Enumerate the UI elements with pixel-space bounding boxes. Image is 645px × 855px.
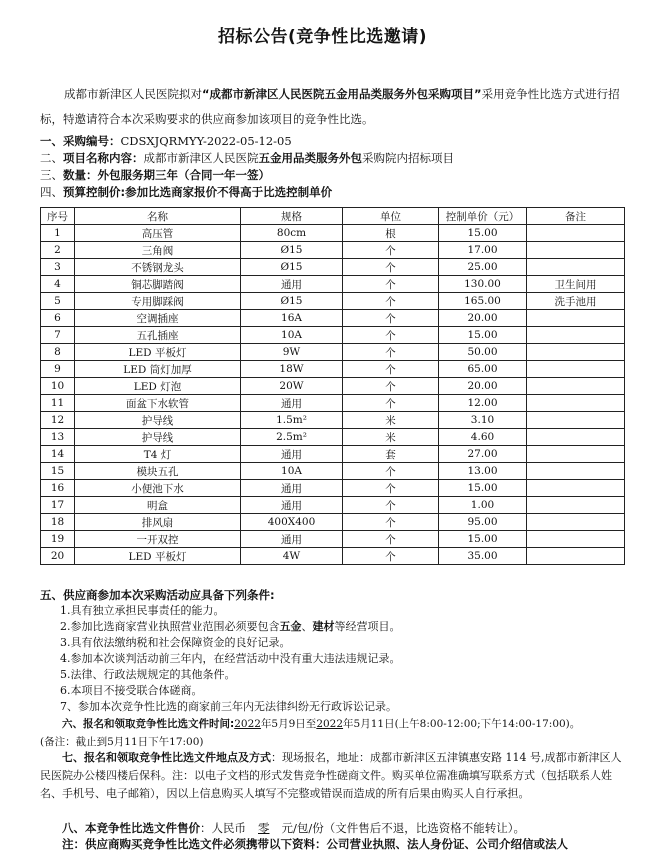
cell-price: 35.00 [439, 548, 527, 565]
section-budget [40, 184, 630, 200]
cell-unit: 个 [343, 497, 439, 514]
table-row [41, 310, 625, 327]
project-name-part-a: 成都市新津区人民医院 [143, 151, 259, 165]
cell-price: 130.00 [439, 276, 527, 293]
cell-spec: 10A [241, 463, 343, 480]
project-name-part-c: 采购院内招标项目 [362, 151, 454, 165]
table-row [41, 514, 625, 531]
section-label: 项目名称内容： [63, 151, 144, 165]
price-label: 八、本竞争性比选文件售价 [62, 821, 200, 835]
cell-unit: 个 [343, 480, 439, 497]
cell-price: 20.00 [439, 310, 527, 327]
cell-name: 五孔插座 [75, 327, 241, 344]
signup-end-year: 2022 [316, 718, 344, 730]
header-name: 名称 [75, 208, 241, 225]
cell-name: 小便池下水 [75, 480, 241, 497]
table-row [41, 259, 625, 276]
cell-price: 15.00 [439, 327, 527, 344]
cell-remark [527, 531, 625, 548]
cell-unit: 个 [343, 327, 439, 344]
project-name-part-b: 五金用品类服务外包 [258, 151, 362, 165]
price-prefix: ：人民币 [200, 821, 246, 835]
cell-remark [527, 463, 625, 480]
cell-price: 1.00 [439, 497, 527, 514]
cell-spec: 1.5m² [241, 412, 343, 429]
cell-price: 20.00 [439, 378, 527, 395]
cell-name: 铜芯脚踏阀 [75, 276, 241, 293]
header-unit: 单位 [343, 208, 439, 225]
cell-remark [527, 548, 625, 565]
cell-unit: 个 [343, 276, 439, 293]
cell-name: 明盒 [75, 497, 241, 514]
cell-price: 65.00 [439, 361, 527, 378]
intro-before: 成都市新津区人民医院拟对 [64, 87, 202, 101]
header-price: 控制单价（元） [439, 208, 527, 225]
cell-index: 3 [41, 259, 75, 276]
cell-index: 6 [41, 310, 75, 327]
cell-index: 13 [41, 429, 75, 446]
signup-start-year: 2022 [234, 718, 261, 730]
cell-unit: 米 [343, 429, 439, 446]
cell-price: 17.00 [439, 242, 527, 259]
cell-spec: 通用 [241, 480, 343, 497]
cell-remark [527, 514, 625, 531]
price-note [62, 836, 645, 852]
cell-price: 12.00 [439, 395, 527, 412]
cell-name: LED 平板灯 [75, 548, 241, 565]
table-row [41, 497, 625, 514]
condition-item: 5.法律、行政法规规定的其他条件。 [60, 668, 236, 681]
condition-item: 6.本项目不接受联合体磋商。 [60, 684, 203, 697]
cell-price: 15.00 [439, 225, 527, 242]
cell-remark [527, 225, 625, 242]
cell-name: 三角阀 [75, 242, 241, 259]
section-number: 四、 [40, 185, 63, 199]
table-row [41, 225, 625, 242]
cell-index: 9 [41, 361, 75, 378]
cell-price: 4.60 [439, 429, 527, 446]
cell-index: 10 [41, 378, 75, 395]
cell-index: 4 [41, 276, 75, 293]
cell-unit: 个 [343, 310, 439, 327]
cell-spec: Ø15 [241, 242, 343, 259]
cell-name: 护导线 [75, 412, 241, 429]
price-note-text: 注：供应商购买竞争性比选文件必须携带以下资料：公司营业执照、法人身份证、公司介绍信或法人 [62, 837, 568, 851]
cell-index: 17 [41, 497, 75, 514]
cell-remark [527, 327, 625, 344]
table-row [41, 548, 625, 565]
cell-remark [527, 344, 625, 361]
signup-note: (备注：截止到5月11日下午17:00) [40, 736, 204, 748]
cell-spec: 通用 [241, 531, 343, 548]
section-purchase-number [40, 133, 630, 149]
cell-price: 25.00 [439, 259, 527, 276]
cell-index: 7 [41, 327, 75, 344]
table-row [41, 480, 625, 497]
cell-spec: 80cm [241, 225, 343, 242]
cell-remark [527, 361, 625, 378]
cell-price: 3.10 [439, 412, 527, 429]
table-row [41, 293, 625, 310]
cell-name: LED 筒灯加厚 [75, 361, 241, 378]
cell-unit: 个 [343, 548, 439, 565]
signup-time-label: 六、报名和领取竞争性比选文件时间: [62, 718, 235, 730]
cell-price: 27.00 [439, 446, 527, 463]
section-quantity [40, 167, 630, 183]
intro-project-name: “成都市新津区人民医院五金用品类服务外包采购项目” [202, 87, 482, 101]
cell-name: LED 灯泡 [75, 378, 241, 395]
price-suffix: 元/包/份（文件售后不退，比选资格不能转让）。 [281, 821, 525, 835]
cell-spec: 通用 [241, 497, 343, 514]
cell-name: 护导线 [75, 429, 241, 446]
table-row [41, 344, 625, 361]
condition-item: 4.参加本次谈判活动前三年内，在经营活动中没有重大违法违规记录。 [60, 652, 401, 665]
cell-unit: 个 [343, 463, 439, 480]
section-number: 一、 [40, 134, 63, 148]
table-row [41, 446, 625, 463]
cell-remark [527, 259, 625, 276]
section-label: 预算控制价:参加比选商家报价不得高于比选控制单价 [63, 185, 333, 199]
cell-spec: 通用 [241, 395, 343, 412]
conditions-heading: 五、供应商参加本次采购活动应具备下列条件: [40, 588, 275, 602]
section-project-name [40, 150, 630, 166]
cell-unit: 个 [343, 531, 439, 548]
condition-item: 1.具有独立承担民事责任的能力。 [60, 604, 225, 617]
cell-index: 12 [41, 412, 75, 429]
cell-remark [527, 378, 625, 395]
cell-index: 8 [41, 344, 75, 361]
section-conditions-heading [40, 587, 630, 603]
cell-spec: Ø15 [241, 259, 343, 276]
cell-name: 专用脚踩阀 [75, 293, 241, 310]
page-title: 招标公告(竞争性比选邀请) [217, 27, 428, 47]
table-row [41, 412, 625, 429]
cell-name: 一开双控 [75, 531, 241, 548]
purchase-number-value: CDSXJQRMYY-2022-05-12-05 [120, 134, 292, 148]
cell-name: T4 灯 [75, 446, 241, 463]
cell-index: 16 [41, 480, 75, 497]
intro-after: 采用竞争性比选方式进行招标，特邀请符合本次采购要求的供应商参加该项目的竞争性比选。 [40, 87, 620, 126]
table-row [41, 276, 625, 293]
cell-name: 模块五孔 [75, 463, 241, 480]
cell-spec: 9W [241, 344, 343, 361]
cell-index: 15 [41, 463, 75, 480]
cell-unit: 套 [343, 446, 439, 463]
signup-location-text: ：现场报名，地址：成都市新津区五津镇惠安路 114 号,成都市新津区人民医院办公楼四楼后保科。注：以电子文档的形式发售竞争性磋商文件。购买单位需准确填写联系方式（包括联系人姓名、手机号、电子邮箱），因以上信息购买人填写不完整或错误而造成的所有后果由购买人自行承担。 [40, 751, 622, 800]
cell-spec: 通用 [241, 276, 343, 293]
table-row [41, 531, 625, 548]
cell-index: 5 [41, 293, 75, 310]
cell-spec: Ø15 [241, 293, 343, 310]
signup-location-label: 七、报名和领取竞争性比选文件地点及方式 [62, 751, 271, 764]
cell-spec: 通用 [241, 446, 343, 463]
table-row [41, 395, 625, 412]
section-price [62, 820, 645, 836]
condition-item: 7、参加本次竞争性比选的商家前三年内无法律纠纷无行政诉讼记录。 [60, 700, 397, 713]
table-row [41, 242, 625, 259]
signup-end: 年5月11日(上午8:00-12:00;下午14:00-17:00)。 [343, 718, 581, 730]
cell-name: 空调插座 [75, 310, 241, 327]
cell-remark [527, 446, 625, 463]
cell-name: 排风扇 [75, 514, 241, 531]
cell-price: 50.00 [439, 344, 527, 361]
cell-unit: 米 [343, 412, 439, 429]
cell-index: 14 [41, 446, 75, 463]
table-row [41, 327, 625, 344]
cell-index: 2 [41, 242, 75, 259]
cell-index: 1 [41, 225, 75, 242]
cell-name: 不锈钢龙头 [75, 259, 241, 276]
cell-unit: 个 [343, 344, 439, 361]
signup-start: 年5月9日至 [260, 718, 317, 730]
cell-price: 13.00 [439, 463, 527, 480]
cell-remark [527, 310, 625, 327]
cell-remark [527, 395, 625, 412]
table-row [41, 361, 625, 378]
cell-index: 18 [41, 514, 75, 531]
cell-unit: 个 [343, 514, 439, 531]
cell-remark [527, 412, 625, 429]
cell-spec: 20W [241, 378, 343, 395]
section-label: 数量： [63, 168, 98, 182]
cell-spec: 4W [241, 548, 343, 565]
section-label: 采购编号： [63, 134, 121, 148]
cell-price: 95.00 [439, 514, 527, 531]
cell-unit: 个 [343, 242, 439, 259]
price-value: 零 [258, 821, 270, 835]
cell-index: 19 [41, 531, 75, 548]
cell-remark: 卫生间用 [527, 276, 625, 293]
price-table [40, 207, 625, 565]
cell-spec: 2.5m² [241, 429, 343, 446]
table-row [41, 378, 625, 395]
cell-unit: 个 [343, 259, 439, 276]
intro-paragraph [40, 82, 625, 132]
section-signup-location [40, 749, 630, 803]
cell-name: 面盆下水软管 [75, 395, 241, 412]
cell-spec: 16A [241, 310, 343, 327]
table-header-row [41, 208, 625, 225]
cell-index: 11 [41, 395, 75, 412]
quantity-value: 外包服务期三年（合同一年一签） [97, 168, 270, 182]
header-index: 序号 [41, 208, 75, 225]
condition-item: 3.具有依法缴纳税和社会保障资金的良好记录。 [60, 636, 291, 649]
cell-price: 165.00 [439, 293, 527, 310]
header-spec: 规格 [241, 208, 343, 225]
table-row [41, 429, 625, 446]
cell-remark [527, 497, 625, 514]
cell-remark [527, 429, 625, 446]
cell-price: 15.00 [439, 531, 527, 548]
cell-price: 15.00 [439, 480, 527, 497]
cell-spec: 10A [241, 327, 343, 344]
table-row [41, 463, 625, 480]
cell-spec: 400X400 [241, 514, 343, 531]
cell-name: LED 平板灯 [75, 344, 241, 361]
section-number: 三、 [40, 168, 63, 182]
cell-index: 20 [41, 548, 75, 565]
cell-remark [527, 480, 625, 497]
cell-unit: 个 [343, 361, 439, 378]
cell-unit: 个 [343, 293, 439, 310]
cell-remark: 洗手池用 [527, 293, 625, 310]
cell-remark [527, 242, 625, 259]
section-signup-time [62, 716, 645, 731]
cell-spec: 18W [241, 361, 343, 378]
cell-unit: 个 [343, 395, 439, 412]
cell-unit: 个 [343, 378, 439, 395]
condition-item: 2.参加比选商家营业执照营业范围必须要包含五金、建材等经营项目。 [60, 620, 401, 633]
cell-name: 高压管 [75, 225, 241, 242]
header-remark: 备注 [527, 208, 625, 225]
cell-unit: 根 [343, 225, 439, 242]
section-number: 二、 [40, 151, 63, 165]
